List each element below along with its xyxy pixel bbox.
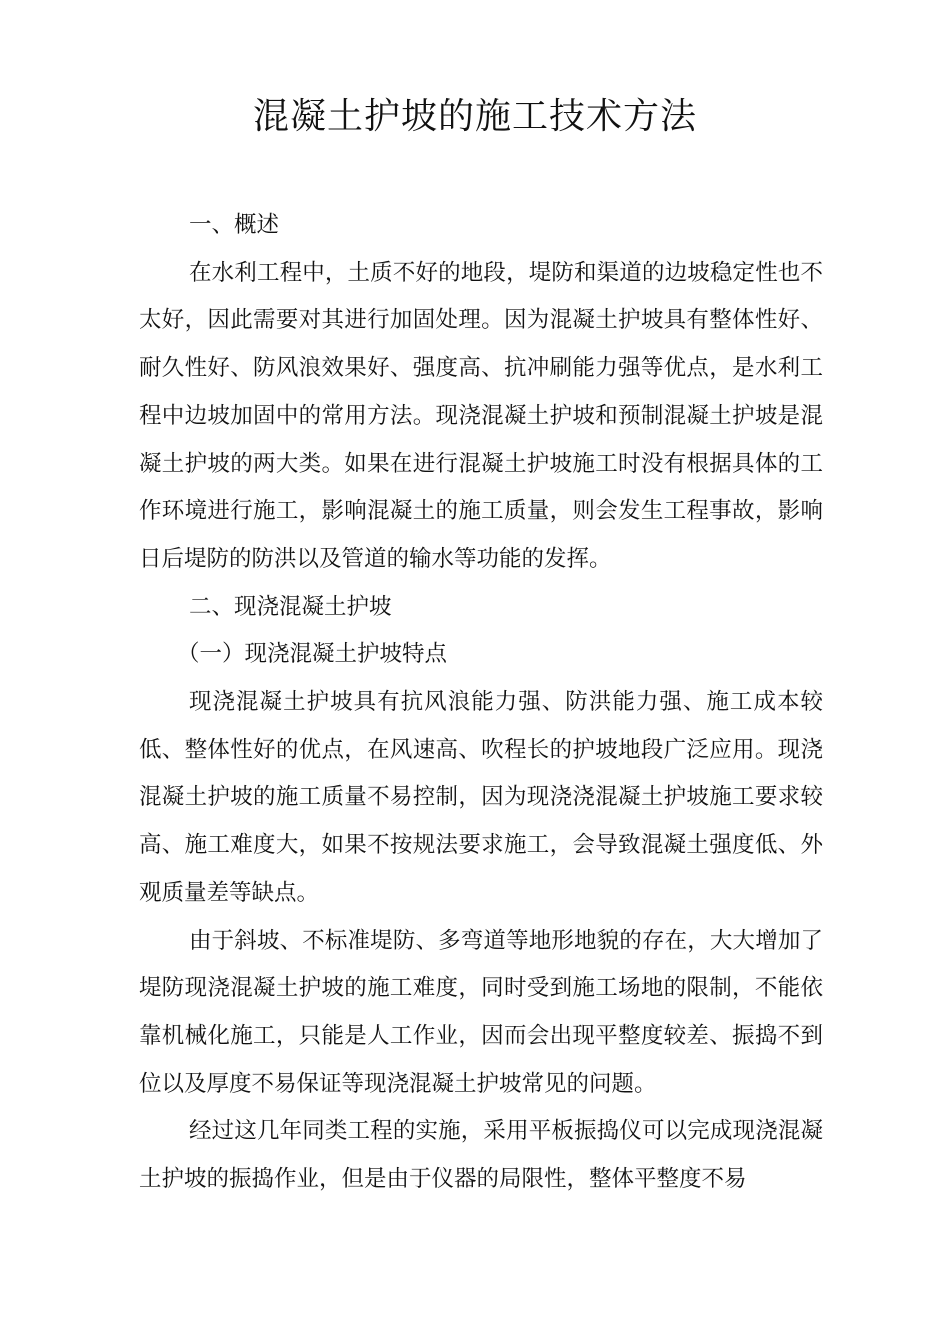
subsection-heading-features: （一）现浇混凝土护坡特点 [177, 641, 448, 668]
paragraph-difficulties: 由于斜坡、不标准堤防、多弯道等地形地貌的存在，大大增加了堤防现浇混凝土护坡的施工难度，同时受到施工场地的限制，不能依靠机械化施工，只能是人工作业，因而会出现平整度较差、振捣不到位以及厚度不易保证等现浇混凝土护坡常见的问题。 [139, 927, 823, 1097]
paragraph-features: 现浇混凝土护坡具有抗风浪能力强、防洪能力强、施工成本较低、整体性好的优点，在风速高、吹程长的护坡地段广泛应用。现浇混凝土护坡的施工质量不易控制，因为现浇浇混凝土护坡施工要求较高、施工难度大，如果不按规法要求施工，会导致混凝土强度低、外观质量差等缺点。 [139, 689, 823, 906]
section-heading-overview: 一、概述 [189, 212, 280, 238]
paragraph-vibration: 经过这几年同类工程的实施，采用平板振捣仪可以完成现浇混凝土护坡的振捣作业，但是由于仪器的局限性，整体平整度不易 [139, 1118, 823, 1193]
paragraph-overview: 在水利工程中，土质不好的地段，堤防和渠道的边坡稳定性也不太好，因此需要对其进行加固处理。因为混凝土护坡具有整体性好、耐久性好、防风浪效果好、强度高、抗冲刷能力强等优点，是水利工程中边坡加固中的常用方法。现浇混凝土护坡和预制混凝土护坡是混凝土护坡的两大类。如果在进行混凝土护坡施工时没有根据具体的工作环境进行施工，影响混凝土的施工质量，则会发生工程事故，影响日后堤防的防洪以及管道的输水等功能的发挥。 [139, 259, 823, 572]
section-heading-cast-in-place: 二、现浇混凝土护坡 [189, 593, 392, 620]
document-title: 混凝土护坡的施工技术方法 [252, 96, 697, 137]
document-body [139, 202, 823, 1204]
